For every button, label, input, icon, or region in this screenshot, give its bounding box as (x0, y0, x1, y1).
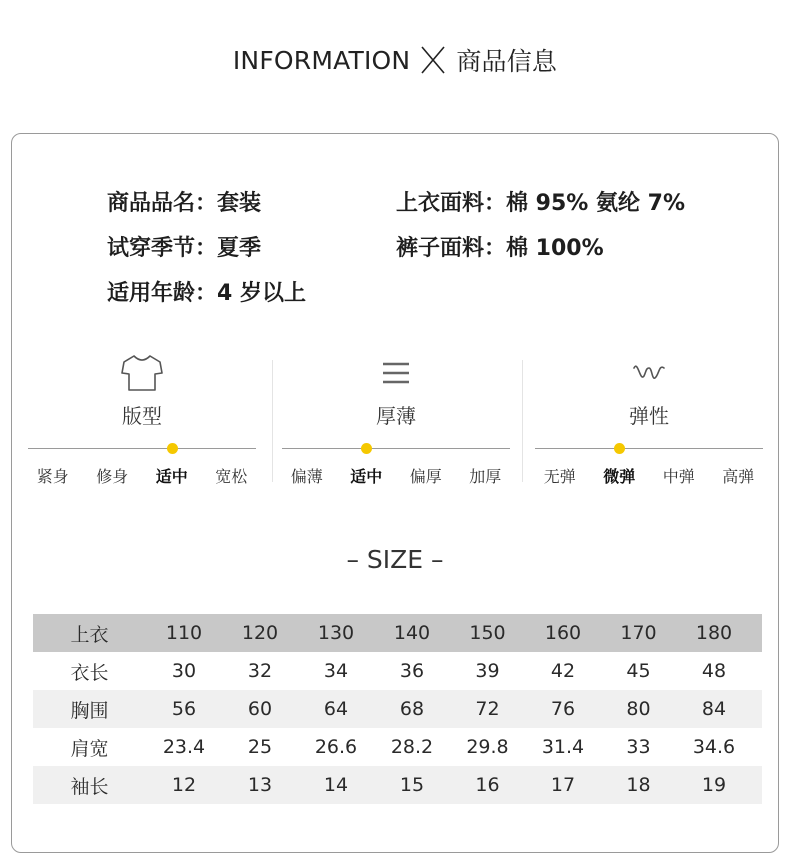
table-header-cell: 上衣 (70, 623, 109, 646)
attribute-option: 无弹 (543, 467, 576, 486)
table-cell: 17 (550, 774, 576, 796)
attribute-indicator-dot (614, 443, 625, 454)
table-cell: 16 (475, 774, 500, 796)
section-header (0, 42, 790, 78)
attribute-option-selected: 适中 (350, 467, 383, 486)
info-product-name: 商品品名：套装 (107, 191, 262, 216)
header-title-cn: 商品信息 (456, 47, 558, 76)
info-left-column (107, 185, 306, 320)
table-cell: 31.4 (541, 736, 585, 758)
size-table-header (33, 614, 762, 652)
info-top-fabric: 上衣面料：棉 95% 氨纶 7% (396, 191, 685, 216)
attribute-option: 中弹 (662, 467, 695, 486)
table-cell: 84 (701, 698, 727, 720)
attribute-option-selected: 适中 (155, 467, 188, 486)
attribute-title: 版型 (122, 404, 162, 428)
attribute-elasticity (535, 350, 763, 490)
table-cell: 72 (475, 698, 500, 720)
table-cell: 34 (323, 660, 349, 682)
attribute-option: 宽松 (215, 467, 248, 486)
table-cell: 衣长 (70, 661, 109, 684)
table-cell: 25 (247, 736, 273, 758)
table-cell: 80 (626, 698, 651, 720)
table-cell: 12 (171, 774, 197, 796)
info-pants-fabric: 裤子面料：棉 100% (396, 236, 604, 261)
table-cell: 袖长 (70, 775, 109, 798)
table-cell: 胸围 (70, 699, 109, 722)
attribute-option: 偏薄 (290, 467, 323, 486)
attribute-title: 厚薄 (376, 404, 416, 428)
table-header-cell: 110 (165, 622, 203, 644)
table-cell: 18 (626, 774, 651, 796)
size-table (33, 614, 762, 804)
header-title-en: INFORMATION (232, 45, 411, 75)
attribute-scale-line (282, 448, 510, 449)
attribute-option-selected: 微弹 (603, 467, 636, 486)
table-cell: 45 (626, 660, 651, 682)
table-cell: 13 (247, 774, 273, 796)
table-cell: 19 (701, 774, 727, 796)
table-cell: 56 (171, 698, 197, 720)
info-right-column (396, 185, 685, 275)
cross-icon (420, 46, 446, 74)
attribute-thickness (282, 350, 510, 490)
table-header-cell: 160 (544, 622, 582, 644)
table-row (33, 690, 762, 728)
attribute-indicator-dot (361, 443, 372, 454)
table-cell: 34.6 (692, 736, 736, 758)
table-cell: 28.2 (390, 736, 434, 758)
table-header-cell: 120 (241, 622, 279, 644)
attribute-scale-line (28, 448, 256, 449)
divider (522, 360, 523, 482)
attribute-option: 高弹 (722, 467, 755, 486)
table-cell: 42 (550, 660, 576, 682)
attribute-indicator-dot (167, 443, 178, 454)
table-cell: 33 (626, 736, 651, 758)
attribute-option: 加厚 (469, 467, 502, 486)
info-season: 试穿季节：夏季 (107, 236, 262, 261)
table-cell: 29.8 (466, 736, 509, 758)
size-section-title: – SIZE – (346, 545, 444, 574)
table-cell: 15 (399, 774, 425, 796)
attribute-option: 紧身 (36, 467, 69, 486)
table-header-cell: 170 (620, 622, 657, 644)
table-cell: 23.4 (162, 736, 206, 758)
info-age: 适用年龄：4 岁以上 (107, 281, 306, 306)
thickness-lines-icon (282, 350, 510, 395)
table-cell: 68 (399, 698, 425, 720)
table-row (33, 728, 762, 766)
elastic-wave-icon (535, 350, 763, 395)
table-header-cell: 150 (469, 622, 506, 644)
table-cell: 30 (171, 660, 197, 682)
table-header-cell: 180 (695, 622, 733, 644)
attribute-title: 弹性 (629, 404, 669, 428)
table-cell: 48 (701, 660, 727, 682)
table-cell: 60 (247, 698, 273, 720)
table-cell: 36 (399, 660, 425, 682)
table-cell: 39 (475, 660, 500, 682)
table-row (33, 766, 762, 804)
tshirt-icon (28, 350, 256, 395)
table-cell: 肩宽 (70, 737, 109, 760)
table-cell: 64 (323, 698, 349, 720)
table-cell: 26.6 (314, 736, 358, 758)
attribute-option: 修身 (96, 467, 129, 486)
table-cell: 76 (550, 698, 576, 720)
attribute-fit (28, 350, 256, 490)
attribute-scale-line (535, 448, 763, 449)
table-header-cell: 140 (393, 622, 431, 644)
divider (272, 360, 273, 482)
table-row (33, 652, 762, 690)
table-header-cell: 130 (317, 622, 355, 644)
attribute-option: 偏厚 (409, 467, 442, 486)
table-cell: 14 (323, 774, 349, 796)
table-cell: 32 (247, 660, 273, 682)
